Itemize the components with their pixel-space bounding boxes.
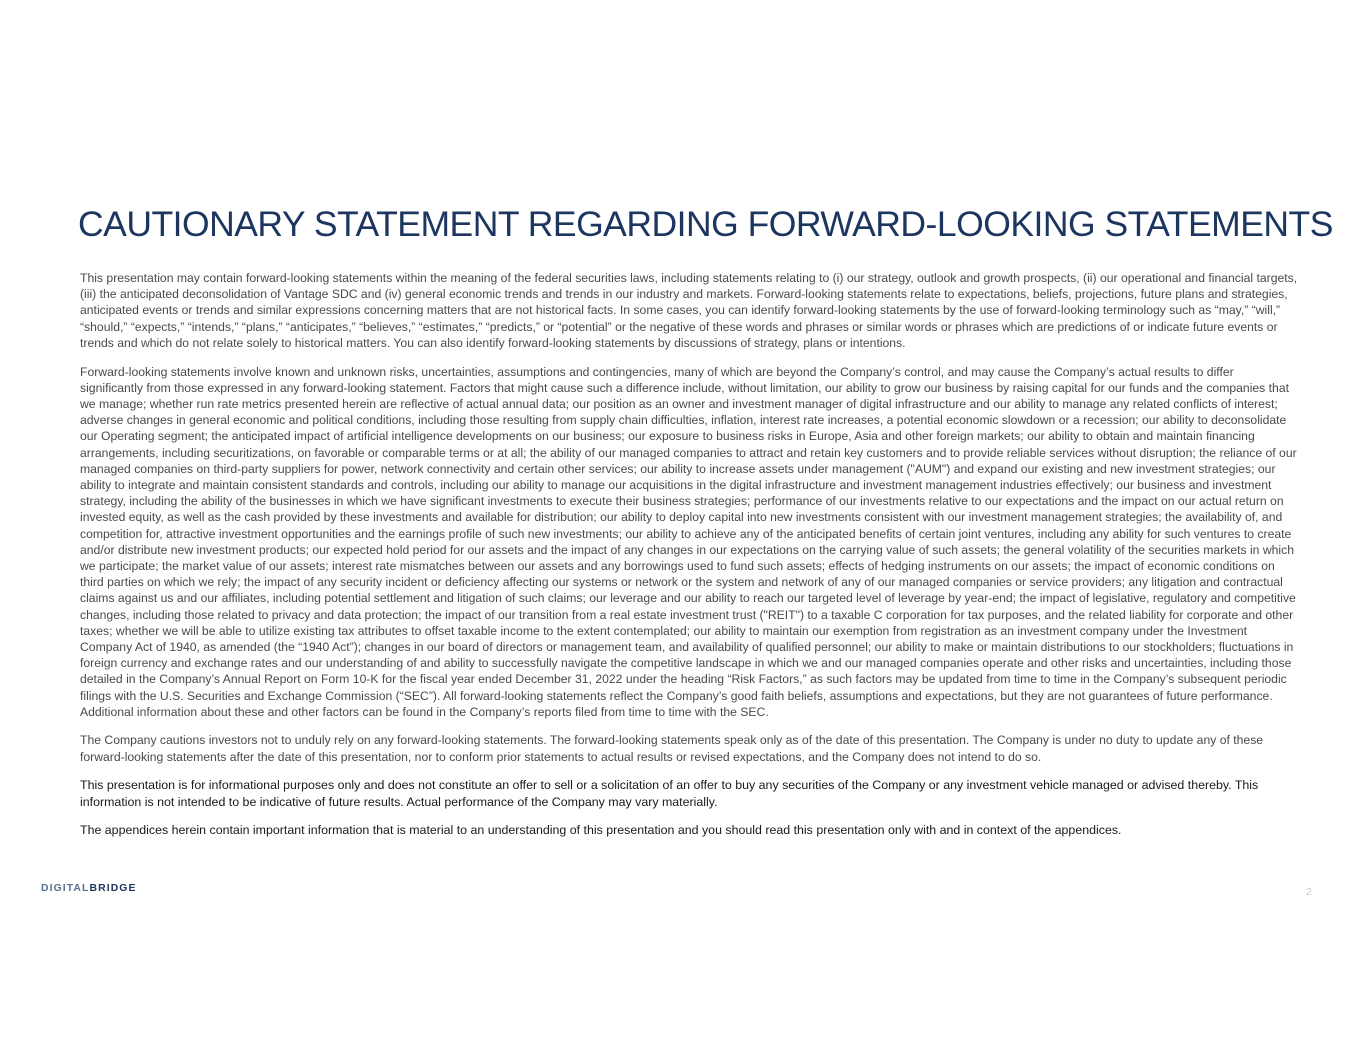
logo-text-light: DIGITAL xyxy=(41,883,90,894)
paragraph-forward-looking-intro: This presentation may contain forward-looking statements within the meaning of the federal securities laws, including statements relating to (i) our strategy, outlook and growth prospects, (ii) our operational and financial targets, (iii) the anticipated deconsolidation of Vantage SDC and (iv) general economic trends and trends in our industry and markets. Forward-looking statements relate to expectations, beliefs, projections, future plans and strategies, anticipated events or trends and similar expressions concerning matters that are not historical facts. In some cases, you can identify forward-looking statements by the use of forward-looking terminology such as “may,” “will,” “should,” “expects,” “intends,” “plans,” “anticipates,” “believes,” “estimates,” “predicts,” or “potential” or the negative of these words and phrases or similar words or phrases which are predictions of or indicate future events or trends and which do not relate solely to historical matters. You can also identify forward-looking statements by discussions of strategy, plans or intentions. xyxy=(80,271,1298,350)
paragraph-caution: The Company cautions investors not to unduly rely on any forward-looking statements. The forward-looking statements speak only as of the date of this presentation. The Company is under no duty to update any of these forward-looking statements after the date of this presentation, nor to conform prior statements to actual results or revised expectations, and the Company does not intend to do so. xyxy=(80,733,1264,764)
paragraph-appendices: The appendices herein contain important information that is material to an understanding of this presentation and you should read this presentation only with and in context of the appendices. xyxy=(80,823,1122,838)
paragraph-informational-purposes: This presentation is for informational purposes only and does not constitute an offer to sell or a solicitation of an offer to buy any securities of the Company or any investment vehicle managed or advised thereby. This information is not intended to be indicative of future results. Actual performance of the Company may vary materially. xyxy=(80,778,1259,809)
page-number: 2 xyxy=(1306,886,1312,898)
digitalbridge-logo xyxy=(41,883,137,894)
logo-text-strong: BRIDGE xyxy=(89,883,137,894)
disclaimer-body xyxy=(80,270,1298,851)
slide-title: CAUTIONARY STATEMENT REGARDING FORWARD-LOOKING STATEMENTS xyxy=(78,204,1333,244)
paragraph-risk-factors: Forward-looking statements involve known and unknown risks, uncertainties, assumptions and contingencies, many of which are beyond the Company’s control, and may cause the Company’s actual results to differ significantly from those expressed in any forward-looking statement. Factors that might cause such a difference include, without limitation, our ability to grow our business by raising capital for our funds and the companies that we manage; whether run rate metrics presented herein are reflective of actual annual data; our position as an owner and investment manager of digital infrastructure and our ability to manage any related conflicts of interest; adverse changes in general economic and political conditions, including those resulting from supply chain difficulties, inflation, interest rate increases, a potential economic slowdown or a recession; our ability to deconsolidate our Operating segment; the anticipated impact of artificial intelligence developments on our business; our exposure to business risks in Europe, Asia and other foreign markets; our ability to obtain and maintain financing arrangements, including securitizations, on favorable or comparable terms or at all; the ability of our managed companies to attract and retain key customers and to provide reliable services without disruption; the reliance of our managed companies on third-party suppliers for power, network connectivity and certain other services; our ability to increase assets under management ("AUM") and expand our existing and new investment strategies; our ability to integrate and maintain consistent standards and controls, including our ability to manage our acquisitions in the digital infrastructure and investment management industries effectively; our business and investment strategy, including the ability of the businesses in which we have significant investments to execute their business strategies; performance of our investments relative to our expectations and the impact on our actual return on invested equity, as well as the cash provided by these investments and available for distribution; our ability to deploy capital into new investments consistent with our investment management strategies; the availability of, and competition for, attractive investment opportunities and the earnings profile of such new investments; our ability to achieve any of the anticipated benefits of certain joint ventures, including any ability for such ventures to create and/or distribute new investment products; our expected hold period for our assets and the impact of any changes in our expectations on the carrying value of such assets; the general volatility of the securities markets in which we participate; the market value of our assets; interest rate mismatches between our assets and any borrowings used to fund such assets; effects of hedging instruments on our assets; the impact of economic conditions on third parties on which we rely; the impact of any security incident or deficiency affecting our systems or network or the system and network of any of our managed companies or service providers; any litigation and contractual claims against us and our affiliates, including potential settlement and litigation of such claims; our leverage and our ability to reach our targeted level of leverage by year-end; the impact of legislative, regulatory and competitive changes, including those related to privacy and data protection; the impact of our transition from a real estate investment trust ("REIT") to a taxable C corporation for tax purposes, and the related liability for corporate and other taxes; whether we will be able to utilize existing tax attributes to offset taxable income to the extent contemplated; our ability to maintain our exemption from registration as an investment company under the Investment Company Act of 1940, as amended (the “1940 Act”); changes in our board of directors or management team, and availability of qualified personnel; our ability to make or maintain distributions to our stockholders; fluctuations in foreign currency and exchange rates and our understanding of and ability to successfully navigate the competitive landscape in which we and our managed companies operate and other risks and uncertainties, including those detailed in the Company’s Annual Report on Form 10-K for the fiscal year ended December 31, 2022 under the heading “Risk Factors,” as such factors may be updated from time to time in the Company’s subsequent periodic filings with the U.S. Securities and Exchange Commission (“SEC”). All forward-looking statements reflect the Company’s good faith beliefs, assumptions and expectations, but they are not guarantees of future performance. Additional information about these and other factors can be found in the Company’s reports filed from time to time with the SEC. xyxy=(80,364,1297,719)
